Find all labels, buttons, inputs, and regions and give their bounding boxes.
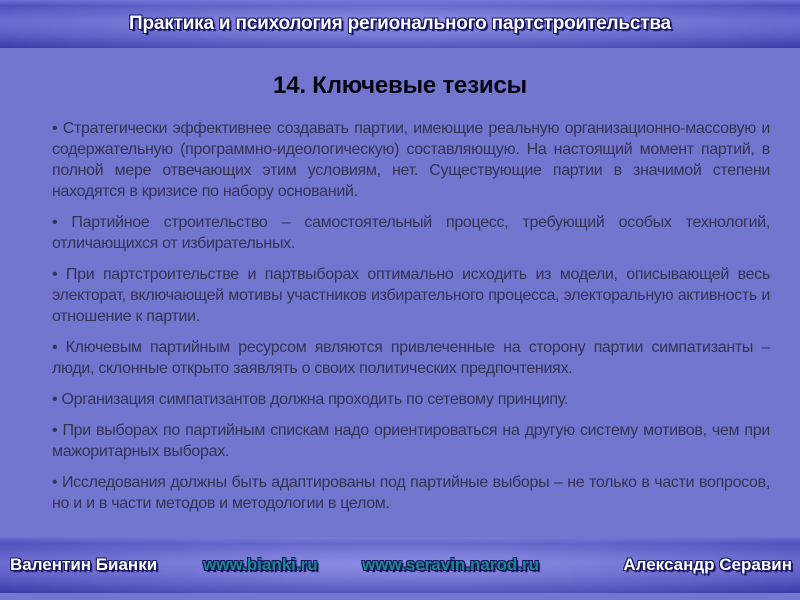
bullet-item: • Партийное строительство – самостоятельный процесс, требующий особых технологий, отличающихся от избирательных.	[52, 214, 770, 252]
slide-body	[0, 48, 800, 537]
bullet-item: • Ключевым партийным ресурсом являются привлеченные на сторону партии симпатизанты – люди, склонные открыто заявлять о своих политических предпочтениях.	[52, 339, 770, 377]
bullet-item: • Организация симпатизантов должна проходить по сетевому принципу.	[52, 391, 569, 408]
presentation-title: Практика и психология регионального партстроительства	[129, 13, 671, 34]
slide-title: 14. Ключевые тезисы	[273, 72, 527, 99]
author-name-left: Валентин Бианки	[10, 555, 158, 574]
author-name-right: Александр Серавин	[623, 555, 792, 574]
bullet-item: • Исследования должны быть адаптированы под партийные выборы – не только в части вопросов, но и и в части методов и методологии в целом.	[52, 474, 770, 512]
bullet-item: • Стратегически эффективнее создавать партии, имеющие реальную организационно-массовую и содержательную (программно-идеологическую) составляющую. На настоящий момент партий, в полной мере отвечающих этим условиям, нет. Существующие партии в значимой степени находятся в кризисе по набору оснований.	[52, 120, 770, 200]
link-bianki-site[interactable]: www.bianki.ru	[203, 555, 318, 574]
bullet-list	[0, 118, 800, 514]
slide-footer-bar	[0, 537, 800, 593]
slide-header-bar	[0, 0, 800, 48]
link-seravin-site[interactable]: www.seravin.narod.ru	[362, 555, 539, 574]
bullet-item: • При партстроительстве и партвыборах оптимально исходить из модели, описывающей весь электорат, включающей мотивы участников избирательного процесса, электоральную активность и отношение к партии.	[52, 266, 770, 325]
bullet-item: • При выборах по партийным спискам надо ориентироваться на другую систему мотивов, чем при мажоритарных выборах.	[52, 422, 770, 460]
